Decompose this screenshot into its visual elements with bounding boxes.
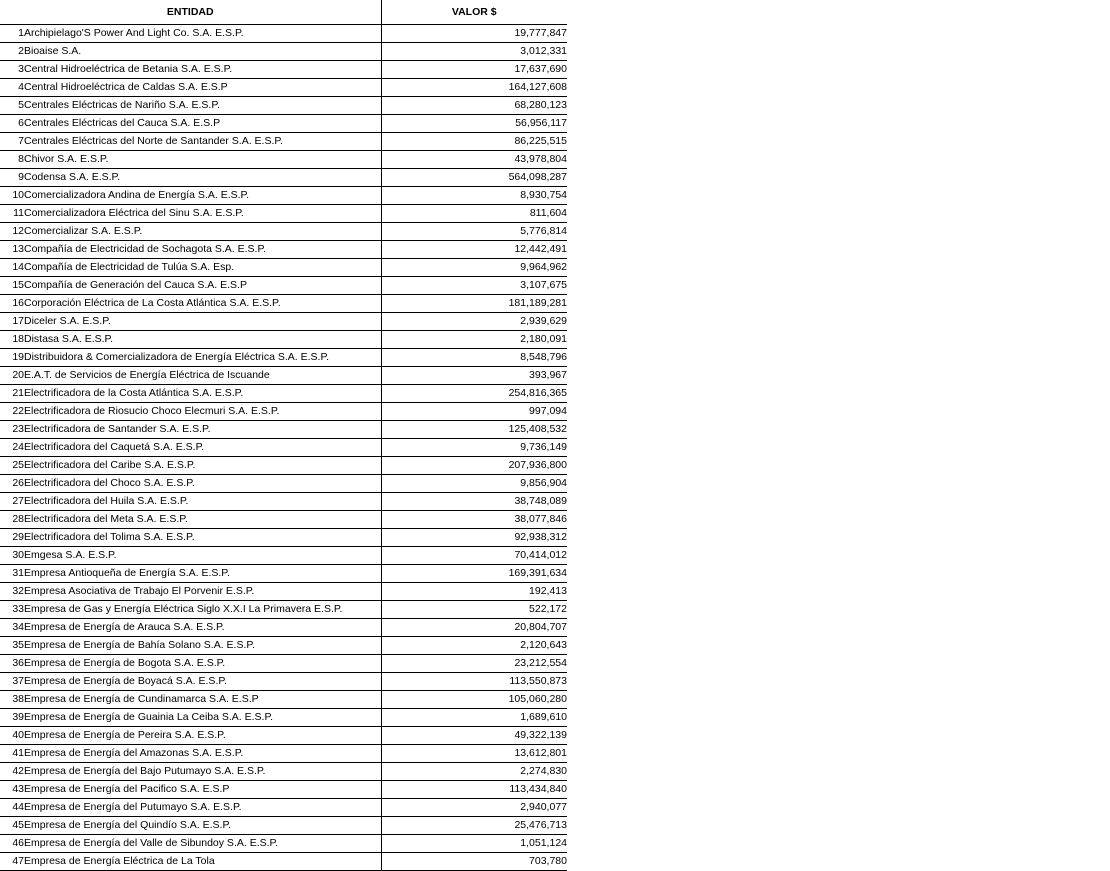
- row-entity: Empresa de Energía del Valle de Sibundoy S.A. E.S.P.: [24, 835, 381, 853]
- row-number: 31: [0, 565, 24, 583]
- row-value: 1,689,610: [381, 709, 567, 727]
- row-entity: Empresa de Energía del Putumayo S.A. E.S.P.: [24, 799, 381, 817]
- row-value: 5,776,814: [381, 223, 567, 241]
- table-row: [0, 763, 567, 781]
- row-number: 44: [0, 799, 24, 817]
- row-number: 14: [0, 259, 24, 277]
- row-number: 15: [0, 277, 24, 295]
- row-value: 113,434,840: [381, 781, 567, 799]
- row-number: 43: [0, 781, 24, 799]
- row-number: 10: [0, 187, 24, 205]
- table-row: [0, 745, 567, 763]
- row-value: 393,967: [381, 367, 567, 385]
- row-number: 16: [0, 295, 24, 313]
- row-number: 37: [0, 673, 24, 691]
- row-entity: Bioaise S.A.: [24, 43, 381, 61]
- row-entity: Empresa de Energía de Arauca S.A. E.S.P.: [24, 619, 381, 637]
- row-entity: Centrales Eléctricas del Cauca S.A. E.S.P: [24, 115, 381, 133]
- table-row: [0, 43, 567, 61]
- row-entity: Empresa de Energía de Cundinamarca S.A. E.S.P: [24, 691, 381, 709]
- table-row: [0, 493, 567, 511]
- row-entity: Central Hidroeléctrica de Betania S.A. E.S.P.: [24, 61, 381, 79]
- row-entity: Chivor S.A. E.S.P.: [24, 151, 381, 169]
- header-row: [0, 0, 567, 25]
- row-value: 207,936,800: [381, 457, 567, 475]
- row-value: 522,172: [381, 601, 567, 619]
- row-entity: Compañía de Electricidad de Sochagota S.A. E.S.P.: [24, 241, 381, 259]
- row-value: 703,780: [381, 853, 567, 871]
- table-row: [0, 367, 567, 385]
- table-row: [0, 691, 567, 709]
- row-number: 3: [0, 61, 24, 79]
- row-entity: Archipielago'S Power And Light Co. S.A. E.S.P.: [24, 25, 381, 43]
- header-value: VALOR $: [381, 0, 567, 25]
- row-number: 7: [0, 133, 24, 151]
- row-value: 68,280,123: [381, 97, 567, 115]
- row-entity: Centrales Eléctricas del Norte de Santander S.A. E.S.P.: [24, 133, 381, 151]
- row-number: 41: [0, 745, 24, 763]
- row-number: 47: [0, 853, 24, 871]
- table-row: [0, 151, 567, 169]
- row-number: 23: [0, 421, 24, 439]
- row-number: 6: [0, 115, 24, 133]
- row-entity: Electrificadora del Tolima S.A. E.S.P.: [24, 529, 381, 547]
- row-value: 8,930,754: [381, 187, 567, 205]
- row-value: 192,413: [381, 583, 567, 601]
- table-row: [0, 727, 567, 745]
- table-row: [0, 853, 567, 871]
- row-number: 45: [0, 817, 24, 835]
- row-value: 70,414,012: [381, 547, 567, 565]
- table-row: [0, 601, 567, 619]
- table-row: [0, 133, 567, 151]
- table-row: [0, 169, 567, 187]
- table-row: [0, 457, 567, 475]
- row-value: 8,548,796: [381, 349, 567, 367]
- row-value: 169,391,634: [381, 565, 567, 583]
- row-entity: E.A.T. de Servicios de Energía Eléctrica de Iscuande: [24, 367, 381, 385]
- table-row: [0, 637, 567, 655]
- table-row: [0, 565, 567, 583]
- row-value: 92,938,312: [381, 529, 567, 547]
- row-value: 49,322,139: [381, 727, 567, 745]
- row-entity: Comercializar S.A. E.S.P.: [24, 223, 381, 241]
- row-entity: Empresa Asociativa de Trabajo El Porvenir E.S.P.: [24, 583, 381, 601]
- row-number: 9: [0, 169, 24, 187]
- table-row: [0, 241, 567, 259]
- row-entity: Electrificadora de Santander S.A. E.S.P.: [24, 421, 381, 439]
- row-value: 997,094: [381, 403, 567, 421]
- row-value: 3,012,331: [381, 43, 567, 61]
- row-entity: Corporación Eléctrica de La Costa Atlántica S.A. E.S.P.: [24, 295, 381, 313]
- table-row: [0, 709, 567, 727]
- row-number: 21: [0, 385, 24, 403]
- row-value: 2,180,091: [381, 331, 567, 349]
- row-entity: Electrificadora del Huila S.A. E.S.P.: [24, 493, 381, 511]
- row-entity: Electrificadora del Meta S.A. E.S.P.: [24, 511, 381, 529]
- row-number: 20: [0, 367, 24, 385]
- row-entity: Empresa Antioqueña de Energía S.A. E.S.P.: [24, 565, 381, 583]
- row-entity: Comercializadora Andina de Energía S.A. E.S.P.: [24, 187, 381, 205]
- row-number: 36: [0, 655, 24, 673]
- row-entity: Empresa de Energía del Amazonas S.A. E.S.P.: [24, 745, 381, 763]
- row-value: 1,051,124: [381, 835, 567, 853]
- row-entity: Codensa S.A. E.S.P.: [24, 169, 381, 187]
- row-number: 18: [0, 331, 24, 349]
- row-number: 22: [0, 403, 24, 421]
- row-number: 13: [0, 241, 24, 259]
- row-entity: Comercializadora Eléctrica del Sinu S.A. E.S.P.: [24, 205, 381, 223]
- row-number: 25: [0, 457, 24, 475]
- table-row: [0, 97, 567, 115]
- table-row: [0, 655, 567, 673]
- row-entity: Empresa de Gas y Energía Eléctrica Siglo X.X.I La Primavera E.S.P.: [24, 601, 381, 619]
- row-number: 34: [0, 619, 24, 637]
- table-row: [0, 313, 567, 331]
- table-row: [0, 817, 567, 835]
- table-row: [0, 835, 567, 853]
- row-number: 2: [0, 43, 24, 61]
- row-value: 86,225,515: [381, 133, 567, 151]
- table-row: [0, 25, 567, 43]
- table-row: [0, 61, 567, 79]
- row-number: 24: [0, 439, 24, 457]
- row-number: 12: [0, 223, 24, 241]
- row-value: 181,189,281: [381, 295, 567, 313]
- table-row: [0, 223, 567, 241]
- table-row: [0, 349, 567, 367]
- table-row: [0, 205, 567, 223]
- row-entity: Centrales Eléctricas de Nariño S.A. E.S.P.: [24, 97, 381, 115]
- row-entity: Compañía de Electricidad de Tulúa S.A. Esp.: [24, 259, 381, 277]
- row-number: 27: [0, 493, 24, 511]
- row-value: 19,777,847: [381, 25, 567, 43]
- table-row: [0, 619, 567, 637]
- row-value: 564,098,287: [381, 169, 567, 187]
- row-entity: Electrificadora del Caquetá S.A. E.S.P.: [24, 439, 381, 457]
- table-row: [0, 79, 567, 97]
- row-entity: Electrificadora de Riosucio Choco Elecmuri S.A. E.S.P.: [24, 403, 381, 421]
- row-entity: Electrificadora de la Costa Atlántica S.A. E.S.P.: [24, 385, 381, 403]
- row-entity: Empresa de Energía del Bajo Putumayo S.A. E.S.P.: [24, 763, 381, 781]
- row-number: 11: [0, 205, 24, 223]
- row-number: 5: [0, 97, 24, 115]
- row-entity: Electrificadora del Choco S.A. E.S.P.: [24, 475, 381, 493]
- row-value: 9,736,149: [381, 439, 567, 457]
- row-entity: Central Hidroeléctrica de Caldas S.A. E.S.P: [24, 79, 381, 97]
- row-value: 9,964,962: [381, 259, 567, 277]
- row-number: 33: [0, 601, 24, 619]
- table-row: [0, 547, 567, 565]
- row-entity: Empresa de Energía Eléctrica de La Tola: [24, 853, 381, 871]
- table-row: [0, 403, 567, 421]
- row-value: 17,637,690: [381, 61, 567, 79]
- row-entity: Electrificadora del Caribe S.A. E.S.P.: [24, 457, 381, 475]
- row-entity: Emgesa S.A. E.S.P.: [24, 547, 381, 565]
- row-number: 39: [0, 709, 24, 727]
- row-value: 2,274,830: [381, 763, 567, 781]
- row-entity: Empresa de Energía del Quindío S.A. E.S.P.: [24, 817, 381, 835]
- header-entity: ENTIDAD: [0, 0, 381, 25]
- row-number: 4: [0, 79, 24, 97]
- table-row: [0, 421, 567, 439]
- row-number: 32: [0, 583, 24, 601]
- table-row: [0, 187, 567, 205]
- table-row: [0, 511, 567, 529]
- row-entity: Diceler S.A. E.S.P.: [24, 313, 381, 331]
- row-entity: Compañía de Generación del Cauca S.A. E.S.P: [24, 277, 381, 295]
- row-entity: Empresa de Energía de Pereira S.A. E.S.P.: [24, 727, 381, 745]
- row-value: 23,212,554: [381, 655, 567, 673]
- row-number: 30: [0, 547, 24, 565]
- row-value: 12,442,491: [381, 241, 567, 259]
- row-value: 25,476,713: [381, 817, 567, 835]
- table-row: [0, 277, 567, 295]
- row-value: 2,940,077: [381, 799, 567, 817]
- row-number: 17: [0, 313, 24, 331]
- row-value: 2,939,629: [381, 313, 567, 331]
- row-value: 20,804,707: [381, 619, 567, 637]
- row-value: 3,107,675: [381, 277, 567, 295]
- row-entity: Empresa de Energía de Boyacá S.A. E.S.P.: [24, 673, 381, 691]
- table-row: [0, 583, 567, 601]
- row-value: 38,748,089: [381, 493, 567, 511]
- table-row: [0, 673, 567, 691]
- row-value: 125,408,532: [381, 421, 567, 439]
- table-row: [0, 439, 567, 457]
- row-number: 38: [0, 691, 24, 709]
- row-value: 9,856,904: [381, 475, 567, 493]
- row-entity: Distribuidora & Comercializadora de Energía Eléctrica S.A. E.S.P.: [24, 349, 381, 367]
- row-number: 35: [0, 637, 24, 655]
- table-row: [0, 331, 567, 349]
- table-row: [0, 799, 567, 817]
- row-value: 2,120,643: [381, 637, 567, 655]
- row-number: 42: [0, 763, 24, 781]
- row-entity: Empresa de Energía de Guainia La Ceiba S.A. E.S.P.: [24, 709, 381, 727]
- table-row: [0, 475, 567, 493]
- row-number: 46: [0, 835, 24, 853]
- row-number: 40: [0, 727, 24, 745]
- row-number: 19: [0, 349, 24, 367]
- row-entity: Empresa de Energía de Bogota S.A. E.S.P.: [24, 655, 381, 673]
- table-row: [0, 115, 567, 133]
- table-body: [0, 25, 567, 871]
- row-value: 254,816,365: [381, 385, 567, 403]
- row-number: 26: [0, 475, 24, 493]
- table-row: [0, 781, 567, 799]
- row-value: 811,604: [381, 205, 567, 223]
- row-entity: Empresa de Energía de Bahía Solano S.A. E.S.P.: [24, 637, 381, 655]
- row-number: 28: [0, 511, 24, 529]
- row-number: 1: [0, 25, 24, 43]
- row-number: 8: [0, 151, 24, 169]
- row-value: 43,978,804: [381, 151, 567, 169]
- row-value: 113,550,873: [381, 673, 567, 691]
- row-entity: Distasa S.A. E.S.P.: [24, 331, 381, 349]
- row-entity: Empresa de Energía del Pacifico S.A. E.S.P: [24, 781, 381, 799]
- row-value: 56,956,117: [381, 115, 567, 133]
- row-value: 13,612,801: [381, 745, 567, 763]
- table-row: [0, 259, 567, 277]
- row-value: 164,127,608: [381, 79, 567, 97]
- table-row: [0, 529, 567, 547]
- table-row: [0, 385, 567, 403]
- table-row: [0, 295, 567, 313]
- row-value: 105,060,280: [381, 691, 567, 709]
- row-value: 38,077,846: [381, 511, 567, 529]
- row-number: 29: [0, 529, 24, 547]
